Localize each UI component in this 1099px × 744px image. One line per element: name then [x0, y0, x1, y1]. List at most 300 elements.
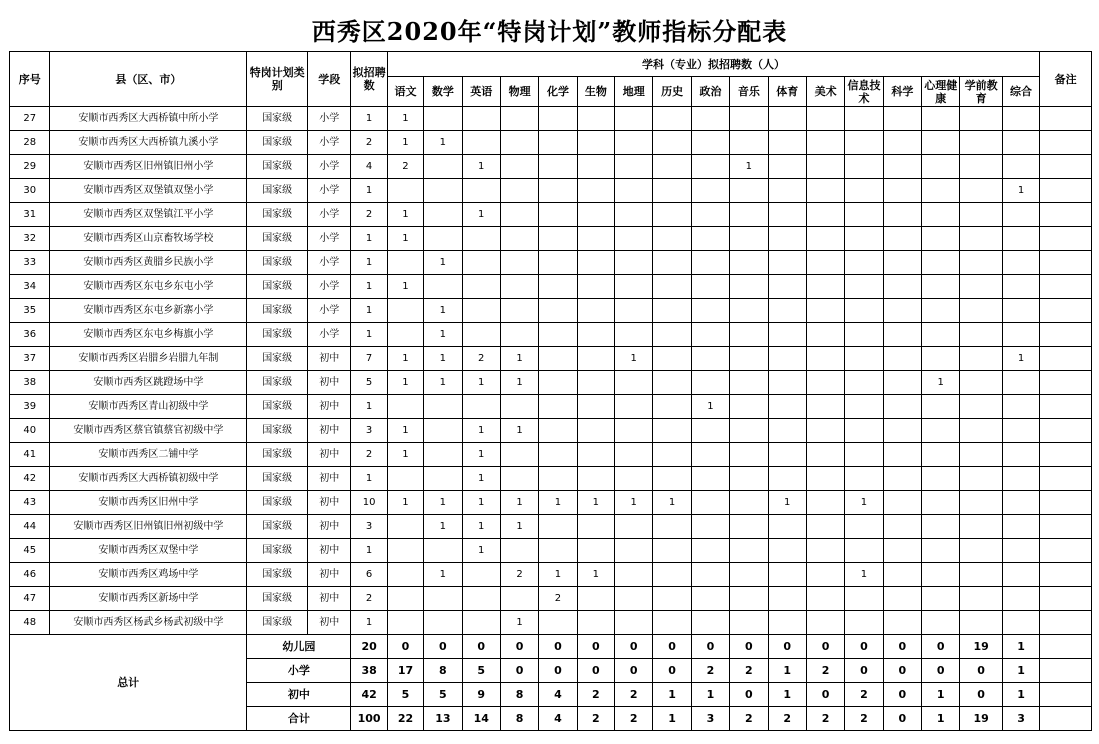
row-school: 安顺市西秀区双堡镇双堡小学: [50, 179, 247, 203]
row-school: 安顺市西秀区鸡场中学: [50, 563, 247, 587]
summary-subject-count: 0: [845, 635, 883, 659]
row-subject-count: [806, 371, 844, 395]
row-subject-count: [615, 467, 653, 491]
row-subject-count: [845, 227, 883, 251]
row-subject-count: [922, 131, 960, 155]
row-subject-count: [883, 299, 921, 323]
row-subject-count: [387, 539, 423, 563]
row-subject-count: [577, 227, 614, 251]
summary-subject-count: 1: [691, 683, 729, 707]
row-subject-count: [500, 227, 538, 251]
row-subject-count: [577, 467, 614, 491]
row-subject-count: [577, 299, 614, 323]
row-subject-count: [806, 563, 844, 587]
row-remarks: [1040, 395, 1092, 419]
row-subject-count: [653, 563, 691, 587]
row-subject-count: [768, 515, 806, 539]
row-subject-count: [462, 179, 500, 203]
row-subject-count: [653, 443, 691, 467]
row-school: 安顺市西秀区黄腊乡民族小学: [50, 251, 247, 275]
row-subject-count: [730, 395, 768, 419]
row-stage: 小学: [308, 155, 351, 179]
row-subject-count: [424, 587, 462, 611]
row-subject-count: 1: [424, 347, 462, 371]
row-subject-count: [768, 107, 806, 131]
row-subject-count: [883, 419, 921, 443]
row-subject-count: [424, 155, 462, 179]
row-subject-count: [653, 467, 691, 491]
row-subject-count: [653, 275, 691, 299]
row-subject-count: [845, 443, 883, 467]
row-remarks: [1040, 131, 1092, 155]
row-subject-count: [500, 539, 538, 563]
row-subject-count: 1: [1002, 347, 1039, 371]
row-stage: 初中: [308, 467, 351, 491]
row-subject-count: [577, 155, 614, 179]
row-subject-count: [577, 107, 614, 131]
row-subject-count: 1: [691, 395, 729, 419]
row-subject-count: [922, 155, 960, 179]
row-subject-count: [691, 155, 729, 179]
row-subject-count: [539, 131, 577, 155]
row-subject-count: 1: [1002, 179, 1039, 203]
row-subject-count: [730, 179, 768, 203]
summary-subject-count: 5: [462, 659, 500, 683]
row-subject-count: [730, 107, 768, 131]
row-plan-type: 国家级: [247, 395, 308, 419]
row-remarks: [1040, 443, 1092, 467]
row-subject-count: [577, 587, 614, 611]
row-subject-count: [960, 179, 1002, 203]
row-school: 安顺市西秀区双堡中学: [50, 539, 247, 563]
row-remarks: [1040, 299, 1092, 323]
row-subject-count: [883, 179, 921, 203]
row-subject-count: 1: [424, 299, 462, 323]
row-subject-count: [462, 563, 500, 587]
row-subject-count: [806, 491, 844, 515]
summary-subject-count: 1: [922, 683, 960, 707]
summary-subject-count: 0: [806, 635, 844, 659]
row-subject-count: [462, 275, 500, 299]
row-subject-count: [1002, 299, 1039, 323]
row-remarks: [1040, 539, 1092, 563]
row-subject-count: [653, 371, 691, 395]
row-subject-count: [577, 179, 614, 203]
subject-header: 科学: [883, 77, 921, 107]
row-subject-count: [1002, 131, 1039, 155]
row-planned: 1: [351, 227, 387, 251]
row-subject-count: [960, 155, 1002, 179]
row-subject-count: [768, 539, 806, 563]
row-subject-count: [577, 611, 614, 635]
row-subject-count: [960, 587, 1002, 611]
row-subject-count: [730, 611, 768, 635]
row-plan-type: 国家级: [247, 515, 308, 539]
row-subject-count: 1: [424, 131, 462, 155]
row-seq: 29: [10, 155, 50, 179]
subject-header: 化学: [539, 77, 577, 107]
row-subject-count: [730, 275, 768, 299]
row-subject-count: [1002, 443, 1039, 467]
row-subject-count: [615, 371, 653, 395]
row-school: 安顺市西秀区新场中学: [50, 587, 247, 611]
row-subject-count: 1: [730, 155, 768, 179]
row-subject-count: [922, 611, 960, 635]
row-planned: 1: [351, 539, 387, 563]
row-school: 安顺市西秀区大西桥镇九溪小学: [50, 131, 247, 155]
summary-subject-count: 0: [960, 683, 1002, 707]
row-subject-count: [615, 179, 653, 203]
row-subject-count: [424, 443, 462, 467]
row-subject-count: [883, 467, 921, 491]
row-planned: 3: [351, 515, 387, 539]
row-plan-type: 国家级: [247, 419, 308, 443]
row-subject-count: [883, 515, 921, 539]
table-row: [10, 299, 1092, 323]
table-row: [10, 131, 1092, 155]
row-subject-count: [1002, 203, 1039, 227]
row-subject-count: [768, 371, 806, 395]
row-subject-count: [539, 443, 577, 467]
summary-subject-count: 0: [960, 659, 1002, 683]
row-stage: 初中: [308, 611, 351, 635]
row-subject-count: [615, 227, 653, 251]
summary-subject-count: 0: [730, 635, 768, 659]
summary-remarks: [1040, 707, 1092, 731]
row-subject-count: [424, 203, 462, 227]
row-planned: 1: [351, 395, 387, 419]
row-subject-count: 1: [653, 491, 691, 515]
row-subject-count: [387, 515, 423, 539]
row-subject-count: [653, 539, 691, 563]
row-subject-count: [691, 203, 729, 227]
row-subject-count: [768, 299, 806, 323]
row-subject-count: [577, 275, 614, 299]
row-subject-count: [462, 299, 500, 323]
row-seq: 27: [10, 107, 50, 131]
row-subject-count: [615, 419, 653, 443]
row-subject-count: [768, 155, 806, 179]
subject-header: 音乐: [730, 77, 768, 107]
row-subject-count: [577, 203, 614, 227]
row-remarks: [1040, 371, 1092, 395]
row-subject-count: [424, 227, 462, 251]
row-subject-count: [615, 131, 653, 155]
row-subject-count: [1002, 563, 1039, 587]
row-subject-count: [615, 611, 653, 635]
row-subject-count: [539, 155, 577, 179]
row-plan-type: 国家级: [247, 371, 308, 395]
row-subject-count: [960, 515, 1002, 539]
row-subject-count: 1: [387, 371, 423, 395]
row-seq: 47: [10, 587, 50, 611]
row-subject-count: [615, 275, 653, 299]
row-subject-count: [691, 611, 729, 635]
row-remarks: [1040, 611, 1092, 635]
row-subject-count: [500, 443, 538, 467]
row-subject-count: 1: [387, 347, 423, 371]
header-stage: 学段: [308, 52, 351, 107]
summary-subject-count: 8: [500, 707, 538, 731]
row-subject-count: [960, 251, 1002, 275]
summary-subject-count: 1: [1002, 635, 1039, 659]
row-subject-count: [960, 491, 1002, 515]
summary-subject-count: 5: [387, 683, 423, 707]
row-subject-count: [424, 419, 462, 443]
row-subject-count: [462, 323, 500, 347]
summary-total: 42: [351, 683, 387, 707]
row-subject-count: [960, 611, 1002, 635]
row-subject-count: [539, 323, 577, 347]
row-seq: 28: [10, 131, 50, 155]
row-subject-count: [883, 395, 921, 419]
row-subject-count: [845, 179, 883, 203]
row-subject-count: [922, 587, 960, 611]
row-subject-count: 1: [387, 275, 423, 299]
row-planned: 7: [351, 347, 387, 371]
row-subject-count: [500, 107, 538, 131]
row-plan-type: 国家级: [247, 467, 308, 491]
row-subject-count: [539, 395, 577, 419]
summary-subject-count: 2: [577, 683, 614, 707]
subject-header: 心理健康: [922, 77, 960, 107]
row-subject-count: [960, 539, 1002, 563]
row-subject-count: [462, 395, 500, 419]
row-subject-count: [730, 443, 768, 467]
table-row: [10, 227, 1092, 251]
row-subject-count: [922, 227, 960, 251]
row-subject-count: [883, 203, 921, 227]
row-subject-count: [539, 467, 577, 491]
row-stage: 初中: [308, 371, 351, 395]
row-stage: 小学: [308, 203, 351, 227]
row-subject-count: 1: [845, 491, 883, 515]
row-subject-count: [845, 251, 883, 275]
row-school: 安顺市西秀区旧州镇旧州小学: [50, 155, 247, 179]
row-plan-type: 国家级: [247, 587, 308, 611]
row-subject-count: [883, 371, 921, 395]
row-subject-count: 1: [462, 203, 500, 227]
row-subject-count: [539, 299, 577, 323]
row-subject-count: 1: [387, 107, 423, 131]
row-subject-count: [462, 107, 500, 131]
row-plan-type: 国家级: [247, 131, 308, 155]
table-row: [10, 395, 1092, 419]
row-subject-count: [539, 515, 577, 539]
row-subject-count: [691, 299, 729, 323]
summary-subject-count: 8: [500, 683, 538, 707]
row-subject-count: 1: [462, 515, 500, 539]
summary-stage: 合计: [247, 707, 351, 731]
row-subject-count: [883, 491, 921, 515]
summary-subject-count: 1: [768, 659, 806, 683]
row-stage: 初中: [308, 563, 351, 587]
row-seq: 44: [10, 515, 50, 539]
row-subject-count: 1: [387, 443, 423, 467]
summary-subject-count: 2: [691, 659, 729, 683]
row-subject-count: [960, 227, 1002, 251]
row-subject-count: [730, 467, 768, 491]
row-subject-count: [806, 131, 844, 155]
row-seq: 35: [10, 299, 50, 323]
row-subject-count: [387, 323, 423, 347]
row-remarks: [1040, 107, 1092, 131]
row-subject-count: 1: [387, 131, 423, 155]
row-subject-count: [577, 419, 614, 443]
row-subject-count: [845, 131, 883, 155]
row-subject-count: [539, 251, 577, 275]
row-subject-count: [768, 131, 806, 155]
summary-subject-count: 0: [577, 635, 614, 659]
row-subject-count: 1: [387, 203, 423, 227]
row-subject-count: [691, 107, 729, 131]
row-subject-count: [922, 563, 960, 587]
summary-subject-count: 19: [960, 707, 1002, 731]
row-plan-type: 国家级: [247, 251, 308, 275]
row-subject-count: [960, 395, 1002, 419]
row-subject-count: [1002, 539, 1039, 563]
row-subject-count: [960, 563, 1002, 587]
row-planned: 4: [351, 155, 387, 179]
table-row: [10, 107, 1092, 131]
summary-row: [10, 635, 1092, 659]
row-subject-count: [615, 323, 653, 347]
row-subject-count: [1002, 467, 1039, 491]
row-seq: 40: [10, 419, 50, 443]
row-subject-count: [806, 467, 844, 491]
row-subject-count: [387, 395, 423, 419]
summary-subject-count: 0: [845, 659, 883, 683]
summary-label: 总计: [10, 635, 247, 731]
row-subject-count: [500, 155, 538, 179]
row-subject-count: [691, 131, 729, 155]
row-subject-count: [387, 251, 423, 275]
row-subject-count: [691, 539, 729, 563]
row-subject-count: 1: [500, 515, 538, 539]
row-school: 安顺市西秀区岩腊乡岩腊九年制: [50, 347, 247, 371]
summary-subject-count: 2: [730, 707, 768, 731]
table-row: [10, 587, 1092, 611]
row-subject-count: [500, 251, 538, 275]
summary-subject-count: 3: [1002, 707, 1039, 731]
row-subject-count: [1002, 107, 1039, 131]
summary-subject-count: 0: [615, 659, 653, 683]
summary-total: 38: [351, 659, 387, 683]
row-subject-count: [730, 347, 768, 371]
row-seq: 42: [10, 467, 50, 491]
summary-subject-count: 0: [653, 659, 691, 683]
row-subject-count: [883, 131, 921, 155]
row-subject-count: [577, 251, 614, 275]
row-subject-count: [387, 179, 423, 203]
row-seq: 31: [10, 203, 50, 227]
summary-remarks: [1040, 635, 1092, 659]
row-planned: 1: [351, 251, 387, 275]
row-seq: 38: [10, 371, 50, 395]
row-subject-count: [922, 299, 960, 323]
row-plan-type: 国家级: [247, 563, 308, 587]
header-plan-type: 特岗计划类别: [247, 52, 308, 107]
row-subject-count: [539, 371, 577, 395]
row-subject-count: 1: [500, 419, 538, 443]
table-row: [10, 179, 1092, 203]
row-subject-count: [922, 395, 960, 419]
subject-header: 信息技术: [845, 77, 883, 107]
row-seq: 45: [10, 539, 50, 563]
row-subject-count: [577, 395, 614, 419]
row-subject-count: [845, 467, 883, 491]
row-subject-count: [653, 419, 691, 443]
row-subject-count: [424, 539, 462, 563]
summary-subject-count: 4: [539, 707, 577, 731]
row-subject-count: 1: [424, 491, 462, 515]
row-subject-count: 1: [577, 491, 614, 515]
header-row-1: [10, 52, 1092, 77]
row-seq: 30: [10, 179, 50, 203]
table-row: [10, 443, 1092, 467]
row-subject-count: [653, 323, 691, 347]
row-subject-count: [539, 611, 577, 635]
row-remarks: [1040, 251, 1092, 275]
row-subject-count: [960, 467, 1002, 491]
row-subject-count: 1: [500, 371, 538, 395]
row-subject-count: [577, 539, 614, 563]
row-subject-count: [653, 299, 691, 323]
table-row: [10, 371, 1092, 395]
row-seq: 34: [10, 275, 50, 299]
row-subject-count: [883, 611, 921, 635]
summary-remarks: [1040, 683, 1092, 707]
row-plan-type: 国家级: [247, 227, 308, 251]
row-subject-count: [500, 587, 538, 611]
row-subject-count: [730, 491, 768, 515]
row-subject-count: [615, 203, 653, 227]
row-subject-count: [922, 419, 960, 443]
row-subject-count: [1002, 323, 1039, 347]
row-subject-count: 1: [387, 491, 423, 515]
row-subject-count: [806, 299, 844, 323]
row-subject-count: [615, 299, 653, 323]
row-subject-count: 1: [424, 563, 462, 587]
table-row: [10, 491, 1092, 515]
row-subject-count: 1: [615, 347, 653, 371]
table-row: [10, 155, 1092, 179]
row-subject-count: [883, 587, 921, 611]
summary-subject-count: 0: [539, 659, 577, 683]
row-subject-count: [424, 179, 462, 203]
summary-subject-count: 0: [387, 635, 423, 659]
row-stage: 小学: [308, 179, 351, 203]
row-subject-count: 1: [577, 563, 614, 587]
row-remarks: [1040, 587, 1092, 611]
summary-subject-count: 1: [922, 707, 960, 731]
row-subject-count: 2: [387, 155, 423, 179]
row-stage: 小学: [308, 131, 351, 155]
summary-subject-count: 17: [387, 659, 423, 683]
row-subject-count: [806, 107, 844, 131]
row-subject-count: [883, 155, 921, 179]
row-planned: 6: [351, 563, 387, 587]
row-stage: 小学: [308, 251, 351, 275]
row-subject-count: [730, 323, 768, 347]
row-subject-count: [500, 323, 538, 347]
row-subject-count: [806, 515, 844, 539]
row-school: 安顺市西秀区山京畜牧场学校: [50, 227, 247, 251]
row-subject-count: [462, 611, 500, 635]
row-subject-count: [653, 203, 691, 227]
row-subject-count: [653, 347, 691, 371]
subject-header: 地理: [615, 77, 653, 107]
